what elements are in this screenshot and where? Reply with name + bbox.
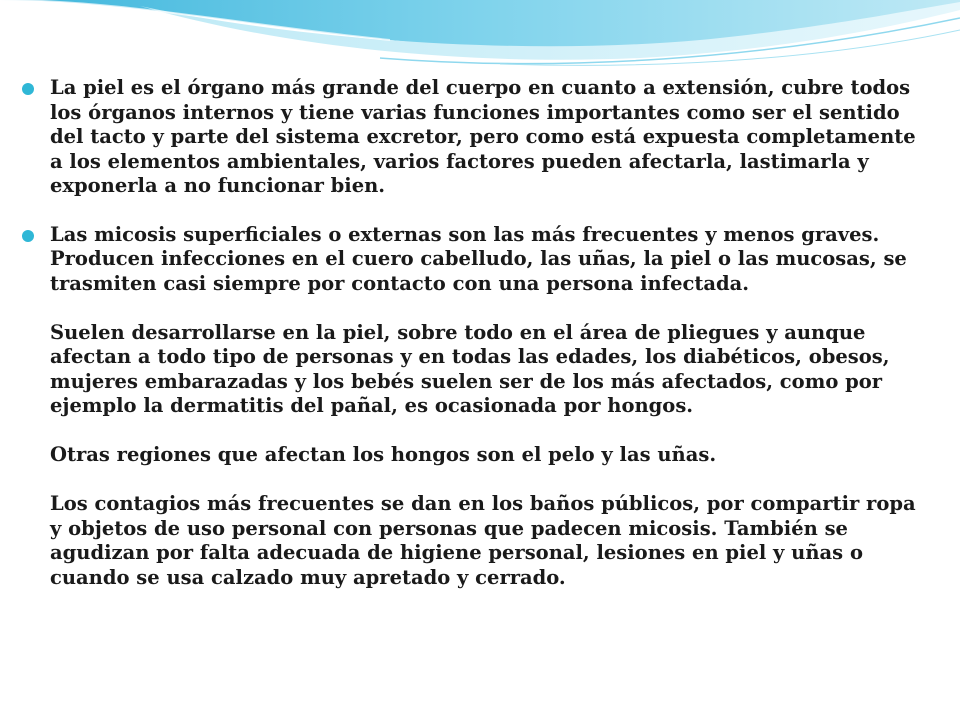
header-wave-decoration (0, 0, 960, 80)
paragraph: Suelen desarrollarse en la piel, sobre todo en el área de pliegues y aunque afectan a todo tipo de personas y en todas las edades, los diabéticos, obesos, mujeres embarazadas y los bebés suelen ser de los más afectados, como por ejemplo la dermatitis del pañal, es ocasionada por hongos. (50, 320, 890, 417)
paragraph: Las micosis superficiales o externas son las más frecuentes y menos graves. Producen infecciones en el cuero cabelludo, las uñas, la piel o las mucosas, se trasmiten casi siempre por contacto con una persona infectada. (50, 222, 907, 295)
paragraph: La piel es el órgano más grande del cuerpo en cuanto a extensión, cubre todos los órganos internos y tiene varias funciones importantes como ser el sentido del tacto y parte del sistema excretor, pero como está expuesta completamente a los elementos ambientales, varios factores pueden afectarla, lastimarla y exponerla a no funcionar bien. (50, 76, 916, 197)
bullet-item (22, 76, 922, 199)
paragraph: Otras regiones que afectan los hongos son el pelo y las uñas. (50, 443, 717, 466)
slide-content (22, 76, 922, 590)
paragraph: Los contagios más frecuentes se dan en los baños públicos, por compartir ropa y objetos de uso personal con personas que padecen micosis. También se agudizan por falta adecuada de higiene personal, lesiones en piel y uñas o cuando se usa calzado muy apretado y cerrado. (50, 492, 916, 589)
bullet-dot-icon (22, 83, 34, 95)
bullet-dot-icon (22, 230, 34, 242)
bullet-item (22, 223, 922, 591)
